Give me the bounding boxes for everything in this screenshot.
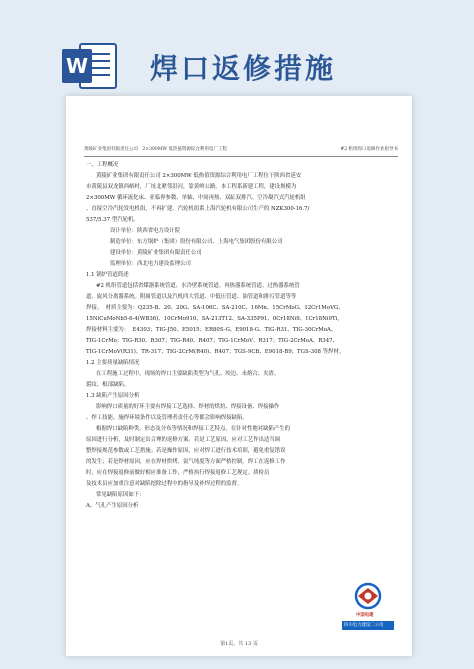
body-line: #2 机组管道包括省煤器系统管道、水冷壁系统管道、再热器系统管道、过热器系统管: [96, 283, 300, 289]
header-left-text: 黄陵矿业集团有限责任公司 2×300MW 低热值资源综合利用电厂工程: [84, 147, 227, 152]
section-heading: 1.1 锅炉管道简述: [86, 272, 129, 278]
banner: [0, 0, 474, 95]
body-line: 影响焊口质量的好坏主要有焊接工艺选择、焊材的烘焙、焊接设备、焊接操作: [96, 404, 280, 410]
page-header: [84, 146, 398, 157]
body-line: 制造单位：东方锅炉（集团）股份有限公司、上海电气集团股份有限公司: [110, 239, 283, 245]
body-line: 、直接空冷汽轮发电机组，不再扩建。汽轮机组系上海汽轮机有限公司生产的 NZK300-16.7/: [86, 206, 310, 212]
body-line: 537/5.37 型汽轮机。: [86, 217, 139, 223]
section-heading: 一、工程概况: [86, 162, 119, 168]
document-title: 焊口返修措施: [150, 52, 337, 85]
company-name: 中国电建: [356, 613, 374, 618]
word-icon[interactable]: [60, 40, 118, 92]
body-line: 常见缺陷原因如下：: [96, 492, 145, 498]
section-heading: 1.3 缺陷产生原因分析: [86, 393, 140, 399]
body-line: 及技术员应加重注意对缺陷挖除过程中的指导及补焊过程的监督。: [86, 481, 243, 487]
page-footer: 第1页，共 13 页: [220, 641, 258, 647]
body-line: 黄陵矿业集团有限责任公司 2×300MW 低热值资源综合利用电厂工程位于陕西省延安: [96, 173, 302, 179]
header-right-text: #2 机组焊口返修作业指导书: [340, 147, 398, 152]
body-line: 原因进行分析，及时制定出合理的返修方案。若是工艺原因，应对工艺作出适当调: [86, 437, 281, 443]
body-line: 、焊工技能、施焊环境条件以及管理者责任心等都会影响焊接缺陷。: [86, 415, 248, 421]
section-heading: A、气孔产生原因分析: [86, 503, 139, 509]
company-unit: 四川电力建设二公司: [344, 623, 384, 628]
body-line: 焊接材料主要为： E4303；TIG-J50、E5015；ER80S-G、E9018-G、TIG-R31、TIG-30CrMoA、: [86, 327, 337, 333]
body-line: 裂纹、根部缺陷。: [86, 382, 130, 388]
body-line: 根据焊口缺陷种类、形态及分布等情况和焊接工艺特点，在针对性地对缺陷产生的: [96, 426, 291, 432]
body-line: 焊接。 材质主要为：Q235-B、20、20G、SA-106C、SA-210C、16Mn、15CrMoG、12Cr1MoVG、: [86, 305, 344, 311]
body-line: 建设单位：黄陵矿业集团有限责任公司: [110, 250, 202, 256]
body-line: 时，应在焊接返修前做好相应准备工作，严格执行焊接返修工艺规定。质检员: [86, 470, 270, 476]
body-line: 在工程施工过程中，现场的焊口主要缺陷类型为气孔、咬边、未熔合、夹渣、: [96, 371, 280, 377]
section-heading: 1.2 主要质量缺陷情况: [86, 360, 140, 366]
document-body: [86, 160, 398, 512]
body-line: 整焊接规范参数或工艺措施；若是操作原因，应对焊工进行技术培训，避免重复错误: [86, 448, 286, 454]
body-line: 2×300MW 循环流化床、亚临界参数、单轴、中间再热、双缸双排汽、空冷凝汽式汽轮机组: [86, 195, 306, 201]
document-page: [66, 96, 412, 656]
company-logo-mark: [342, 580, 394, 612]
body-line: TIG-1CrMoV(R31)、TR-317；TIG-2CrM(R40)、R407；TGS-9CB、E9018-B9；TGS-308 等焊材。: [86, 349, 345, 355]
body-line: TIG-1CrMo；TIG-R30、R307；TIG-R40、R407；TIG-1CrMoV、R317；TIG-2CrMoA、R347、: [86, 338, 338, 344]
word-letter: W: [65, 54, 89, 78]
body-line: 15NiCuMoNb5-6-4(WB36)、10CrMo910、SA-213T12、SA-335P91、0Cr18Ni9、1Cr18Ni9Ti，: [86, 316, 343, 322]
body-line: 市黄陵县双龙镇西峪村，厂址北紧邻沮河，靠黄岭公路。本工程系新建工程，建设规模为: [86, 184, 297, 190]
body-line: 道、旋风分离器系统。附属管道以及汽机四大管道、中低压管道、油管道和排污管道等等: [86, 294, 297, 300]
company-logo: [342, 580, 394, 630]
body-line: 设计单位：陕西省电力设计院: [110, 228, 181, 234]
body-line: 监理单位：西北电力建设监理公司: [110, 261, 191, 267]
body-line: 的发生；若是焊材原因，应在焊材烘烤、氩气纯度等方面严格控制。焊工在返修工作: [86, 459, 286, 465]
